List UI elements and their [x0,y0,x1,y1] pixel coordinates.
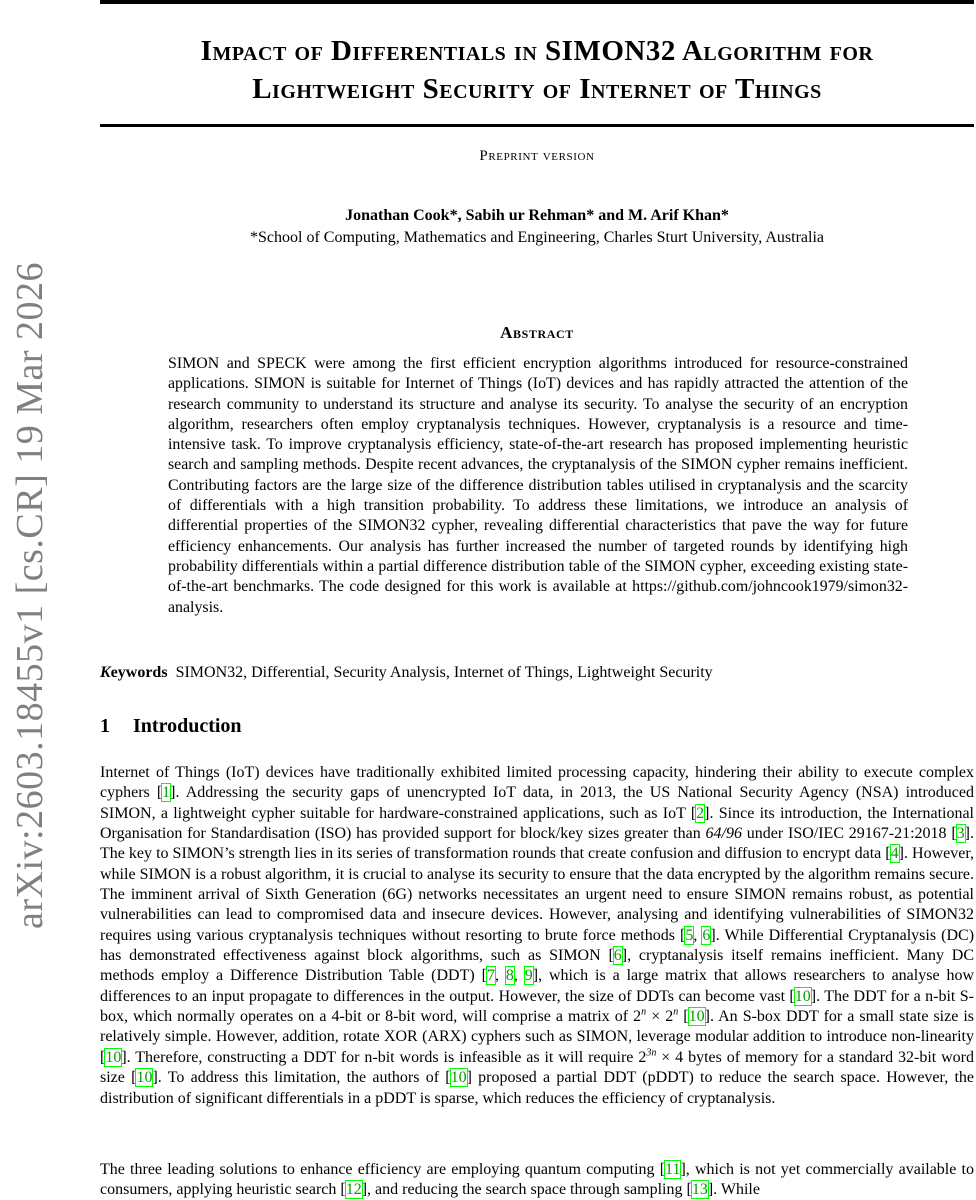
section-heading-introduction [100,715,242,738]
author-list: Jonathan Cook*, Sabih ur Rehman* and M. Arif Khan* [345,207,729,224]
abstract-heading: Abstract [500,323,574,342]
text-run: ], and reducing the search space through sampling [ [361,1181,692,1199]
math-operator: × [646,1008,666,1026]
introduction-paragraph-1 [100,763,974,1109]
preprint-label: Preprint version [479,148,595,164]
citation-link[interactable]: 2 [696,804,705,822]
text-run: under ISO/IEC 29167-21:2018 [ [741,825,957,843]
keywords-line [100,664,974,682]
title-bottom-rule [100,124,974,127]
text-run: ]. Therefore, constructing a DDT for n-bit words is infeasible as it will require [121,1048,639,1066]
section-number: 1 [100,715,110,737]
text-run: ]. To address this limitation, the authors of [ [152,1069,451,1087]
introduction-paragraph-2 [100,1160,974,1200]
keywords-label [100,664,168,681]
citation-link[interactable]: 11 [665,1161,681,1178]
math-exponent: n [641,1006,647,1018]
keywords-list: SIMON32, Differential, Security Analysis, Internet of Things, Lightweight Security [175,664,713,681]
citation-link[interactable]: 10 [688,1008,705,1026]
title-line-2: Lightweight Security of Internet of Things [252,73,822,105]
citation-link[interactable]: 8 [505,967,514,985]
math-exponent: 3n [646,1047,657,1059]
text-run: ], which is not yet commercially available to consumers, applying heuristic search [ [100,1161,974,1199]
text-run: ]. Since its introduction, the International Organisation for Standardisation (ISO) has provided support for block/key sizes greater than [100,804,975,843]
text-run: ]. An S-box DDT for a small state size is relatively simple. However, addition, rotate XOR (ARX) cyphers such as SIMON, leverage modular addition to introduce non-linearity [ [100,1008,975,1066]
text-run: , [494,967,506,985]
citation-link[interactable]: 6 [702,926,711,944]
text-run: ]. While [707,1181,760,1199]
citation-link[interactable]: 4 [890,845,899,863]
citation-link[interactable]: 10 [794,987,811,1005]
arxiv-identifier-stamp: arXiv:2603.18455v1 [cs.CR] 19 Mar 2026 [9,261,51,929]
text-run: bytes of memory for a standard 32-bit word size [ [100,1048,975,1087]
citation-link[interactable]: 10 [105,1048,122,1066]
text-run: ]. While Differential Cryptanalysis (DC) has demonstrated effectiveness against block algorithms, such as SIMON [ [100,926,975,965]
text-run: , [693,926,703,944]
keywords-label-rest: eywords [110,664,168,681]
math-base: 2 [638,1048,647,1066]
citation-link[interactable]: 7 [486,967,495,985]
citation-link[interactable]: 10 [450,1069,467,1087]
math-base: 2 [665,1008,674,1026]
title-line-1: Impact of Differentials in SIMON32 Algorithm for [200,35,874,67]
math-operator: × 4 [656,1048,684,1066]
math-expression [638,1049,683,1066]
citation-link[interactable]: 1 [162,784,171,802]
text-run: , [513,967,525,985]
text-run: [ [678,1008,689,1026]
abstract-text: SIMON and SPECK were among the first efficient encryption algorithms introduced for resource-constrained applications. SIMON is suitable for Internet of Things (IoT) devices and has rapidly attracted the attention of the research community to understand its structure and analyse its security. To analyse the security of an encryption algorithm, researchers often employ cryptanalysis techniques. However, cryptanalysis is a resource and time-intensive task. To improve cryptanalysis efficiency, state-of-the-art research has proposed implementing heuristic search and sampling methods. Despite recent advances, the cryptanalysis of the SIMON cypher remains inefficient. Contributing factors are the large size of the difference distribution tables utilised in cryptanalysis and the scarcity of differentials with a high transition probability. To address these limitations, we introduce an analysis of differential properties of the SIMON32 cypher, revealing differential characteristics that pave the way for future efficiency enhancements. Our analysis has further increased the number of targeted rounds by identifying high probability differentials within a partial difference distribution table of the SIMON cypher, exceeding existing state-of-the-art benchmarks. The code designed for this work is available at https://github.com/johncook1979/simon32-analysis. [168,355,908,616]
citation-link[interactable]: 3 [956,825,965,843]
text-run: The three leading solutions to enhance efficiency are employing quantum computing [ [100,1161,666,1178]
text-run: ]. The DDT for a n-bit S-box, which normally operates on a 4-bit or 8-bit word, will comprise a matrix of [100,987,975,1026]
title-top-rule [100,0,974,4]
math-expression: 64/96 [705,825,742,843]
text-run: ], cryptanalysis itself remains inefficient. Many DC methods employ a Difference Distribution Table (DDT) [ [100,947,974,985]
section-title: Introduction [133,715,242,737]
text-run: Internet of Things (IoT) devices have traditionally exhibited limited processing capacity, hindering their ability to execute complex cyphers [ [100,764,974,802]
math-expression [633,1008,678,1025]
paper-title [100,32,974,108]
author-affiliation: *School of Computing, Mathematics and Engineering, Charles Sturt University, Australia [250,229,824,246]
citation-link[interactable]: 9 [524,967,533,985]
keywords-label-initial: K [100,664,111,681]
text-run: ]. However, while SIMON is a robust algorithm, it is crucial to analyse its security to ensure that the data encrypted by the algorithm remains secure. The imminent arrival of Sixth Generation (6G) networks necessitates an urgent need to ensure SIMON remains robust, as potential vulnerabilities can lead to compromised data and insecure devices. However, analysing and identifying vulnerabilities of SIMON32 requires using various cryptanalysis techniques without resorting to brute force methods [ [100,845,975,944]
citation-link[interactable]: 12 [345,1181,362,1199]
citation-link[interactable]: 13 [691,1181,708,1199]
text-run: ]. The key to SIMON’s strength lies in its series of transformation rounds that create confusion and diffusion to encrypt data [ [100,825,974,863]
text-run: ], which is a large matrix that allows researchers to analyse how differences to an input propagate to differences in the output. However, the size of DDTs can become vast [ [100,967,975,1005]
citation-link[interactable]: 10 [136,1069,153,1087]
math-base: 2 [633,1008,642,1026]
citation-link[interactable]: 5 [685,926,694,944]
math-exponent: n [673,1006,679,1018]
citation-link[interactable]: 6 [613,947,622,965]
text-run: ] proposed a partial DDT (pDDT) to reduce the search space. However, the distribution of significant differentials in a pDDT is sparse, which reduces the efficiency of cryptanalysis. [100,1069,974,1107]
text-run: ]. Addressing the security gaps of unencrypted IoT data, in 2013, the US National Security Agency (NSA) introduced SIMON, a lightweight cypher suitable for hardware-constrained applications, such as IoT [ [100,784,974,822]
